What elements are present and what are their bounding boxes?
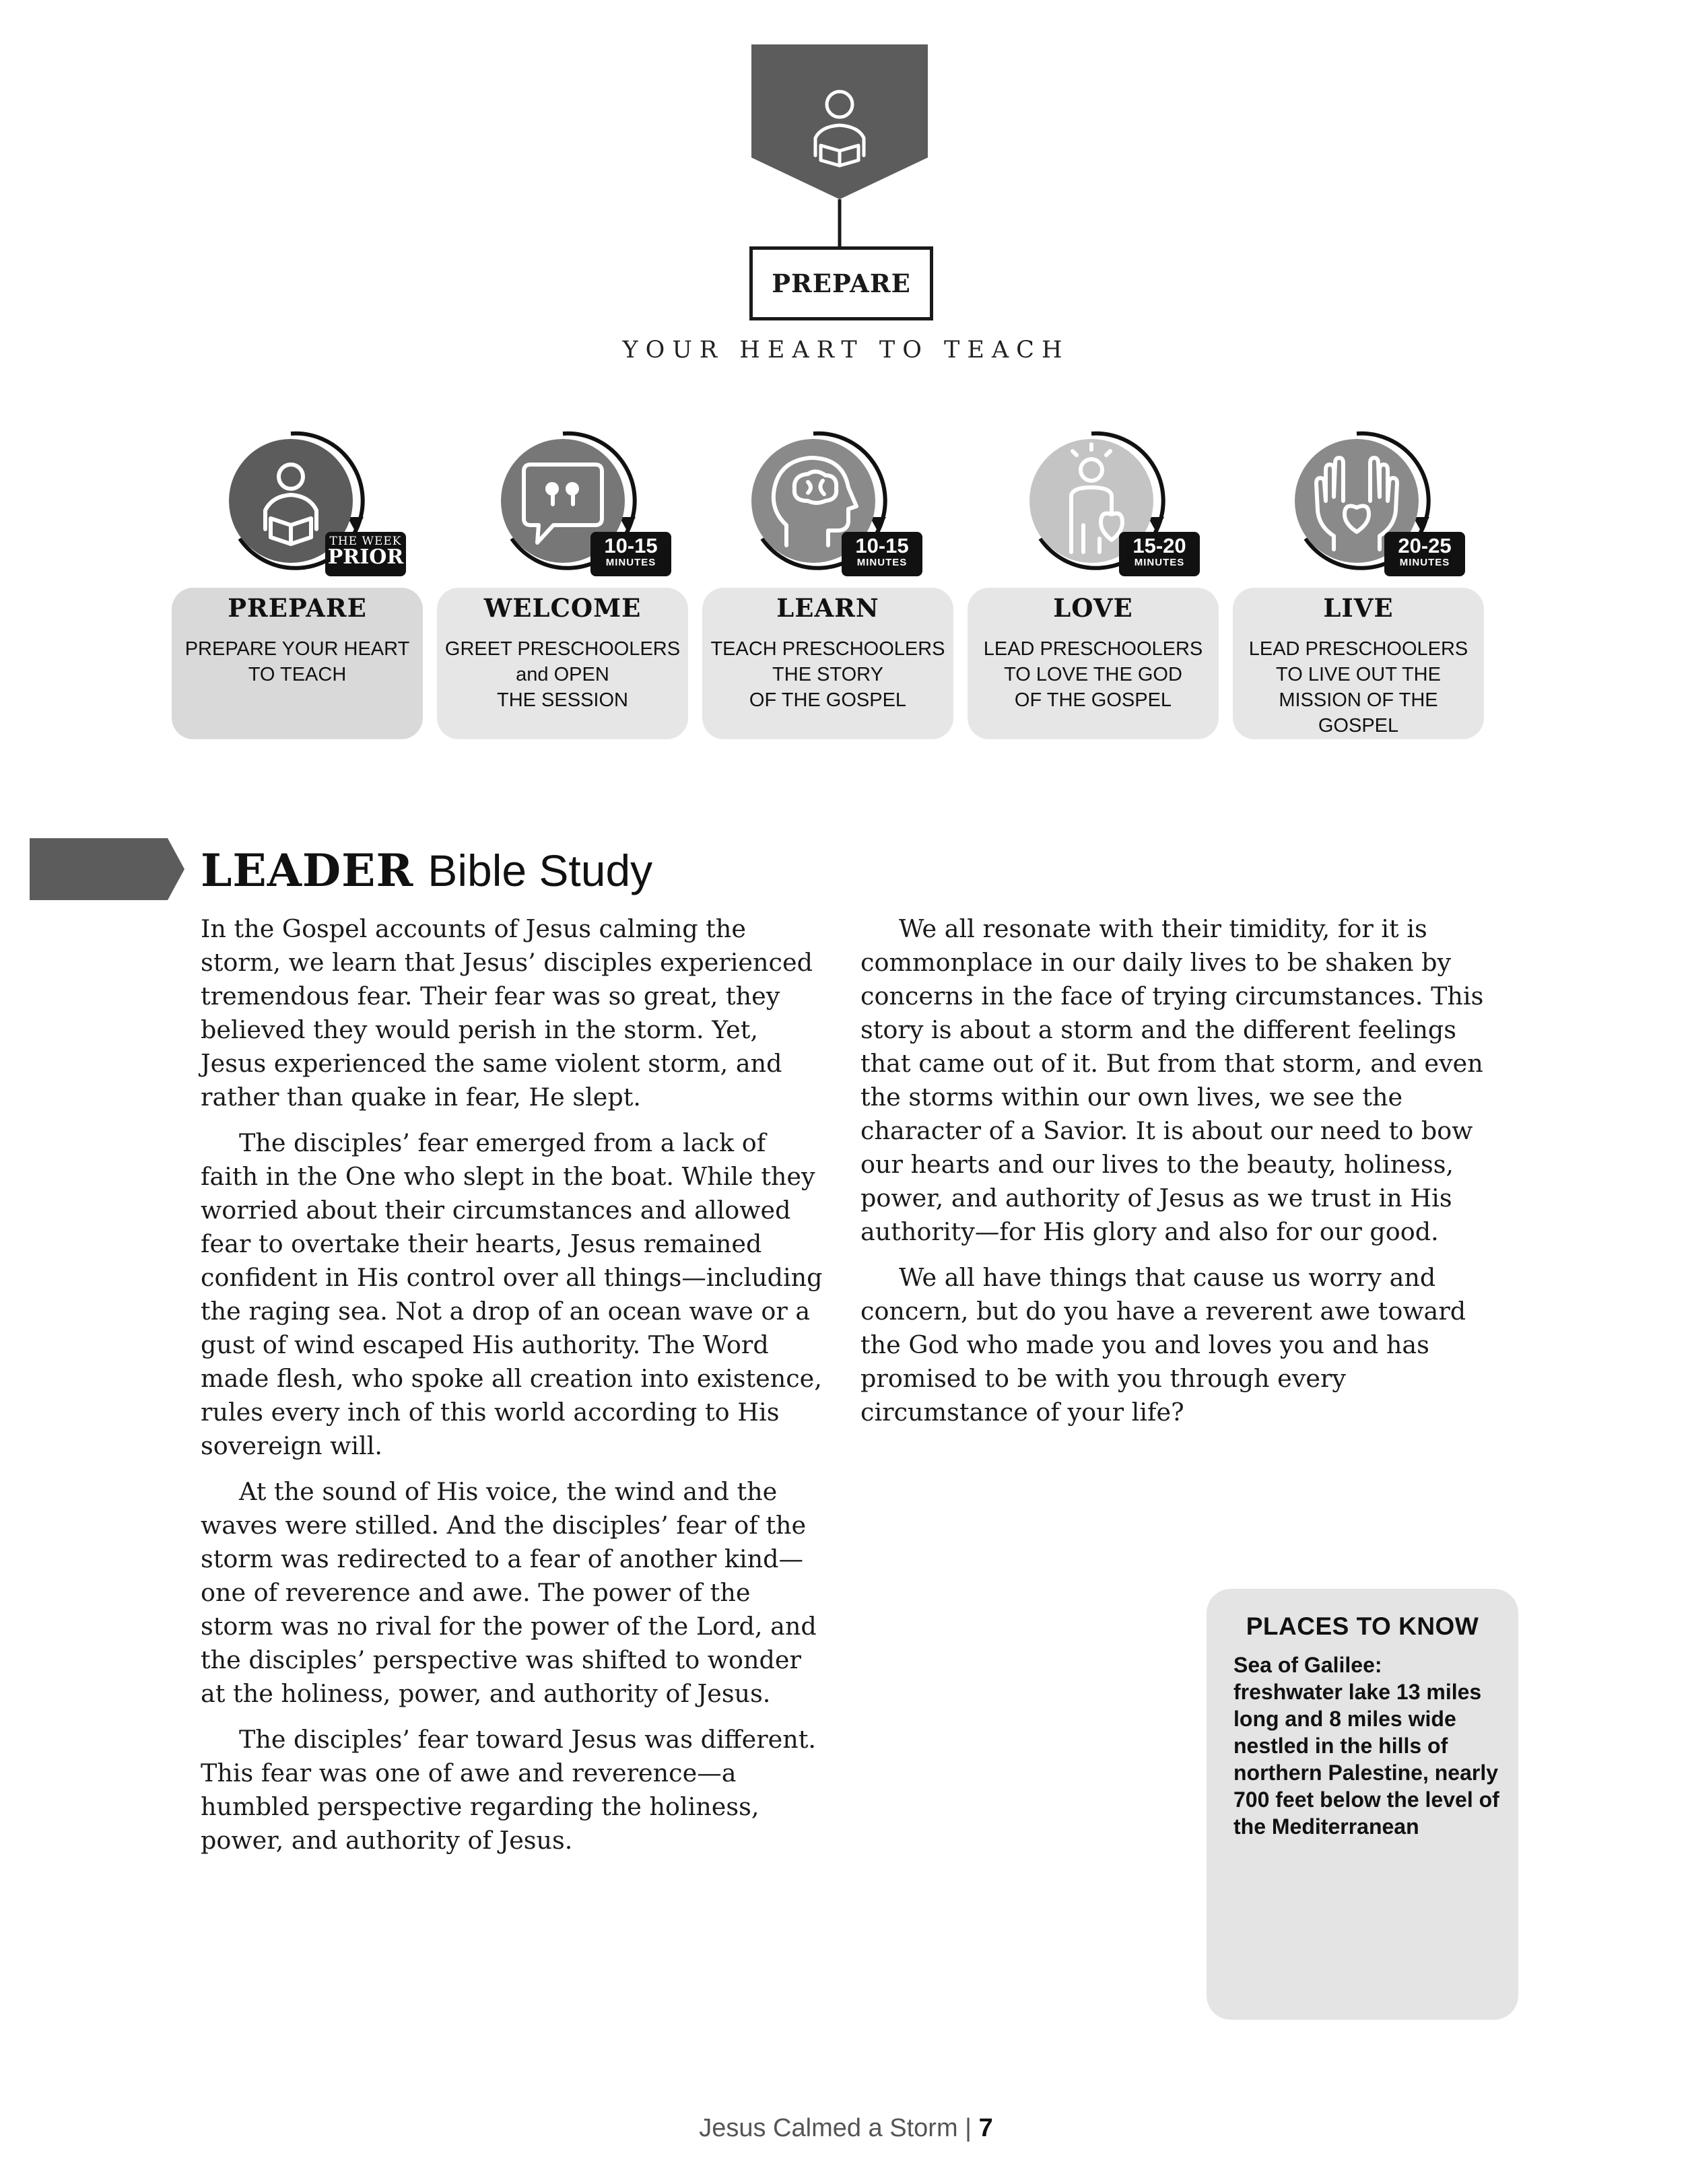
paragraph: The disciples’ fear toward Jesus was different. This fear was one of awe and reverence—a humbled perspective regarding the holiness, power, and authority of Jesus. [201,1725,817,1855]
places-to-know-box [1207,1589,1518,2020]
step-title: LIVE [1323,593,1394,623]
section-title-bold: LEADER [201,844,414,897]
step-title: WELCOME [483,593,642,623]
section-tab-marker [30,838,184,900]
footer-title: Jesus Calmed a Storm [699,2114,958,2142]
step-description: PREPARE YOUR HEART TO TEACH [184,638,410,685]
step-title: LEARN [776,593,879,623]
step-card-learn [702,588,953,739]
page-footer [0,2114,1692,2143]
places-title: PLACES TO KNOW [1246,1612,1479,1640]
time-badge-live: 20-25 MINUTES [1384,532,1465,576]
paragraph: We all have things that cause us worry and concern, but do you have a reverent awe toward the God who made you and loves you and has promised to be with you through every circumstance of your life? [860,1263,1466,1427]
step-card-live [1233,588,1484,739]
page-number: 7 [978,2114,993,2142]
paragraph: At the sound of His voice, the wind and the waves were stilled. And the disciples’ fear of the storm was redirected to a fear of another kind—one of reverence and awe. The power of the storm was no rival for the power of the Lord, and the disciples’ perspective was shifted to wonder at the holiness, power, and authority of Jesus. [201,1477,817,1708]
paragraph: In the Gospel accounts of Jesus calming the storm, we learn that Jesus’ disciples experienced tremendous fear. Their fear was so great, they believed they would perish in the storm. Yet, Jesus experienced the same violent storm, and rather than quake in fear, He slept. [201,914,813,1112]
prepare-header-box: PREPARE [749,246,933,320]
step-title: PREPARE [228,593,367,623]
paragraph: We all resonate with their timidity, for it is commonplace in our daily lives to be shaken by concerns in the face of trying circumstances. This story is about a storm and the different feelings that came out of it. But from that storm, and even the storms within our own lives, we see the character of a Savior. It is about our need to bow our hearts and our lives to the beauty, holiness, power, and authority of Jesus as we trust in His authority—for His glory and also for our good. [860,914,1484,1246]
time-badge-welcome: 10-15 MINUTES [590,532,671,576]
prepare-banner-icon [751,44,932,246]
places-body [1233,1651,1510,1840]
step-card-welcome [437,588,688,739]
footer-separator: | [965,2114,972,2142]
study-column-right [860,912,1490,1441]
step-card-prepare [172,588,423,739]
time-badge-learn: 10-15 MINUTES [842,532,922,576]
step-description: LEAD PRESCHOOLERS TO LOVE THE GOD OF THE GOSPEL [983,638,1203,711]
places-definition: freshwater lake 13 miles long and 8 miles wide nestled in the hills of northern Palestine, nearly 700 feet below the level of the Mediterranean [1233,1680,1499,1839]
step-description: TEACH PRESCHOOLERS THE STORY OF THE GOSPEL [710,638,945,711]
step-card-love [968,588,1219,739]
study-column-left [201,912,830,1870]
time-badge-prepare: THE WEEK PRIOR [325,532,406,576]
prepare-tagline: YOUR HEART TO TEACH [622,337,1070,364]
section-title-light: Bible Study [428,846,653,895]
section-title [201,840,652,901]
time-badge-love: 15-20 MINUTES [1119,532,1200,576]
step-title: LOVE [1053,593,1133,623]
paragraph: The disciples’ fear emerged from a lack of faith in the One who slept in the boat. While they worried about their circumstances and allowed fear to overtake their hearts, Jesus remained confident in His control over all things—including the raging sea. Not a drop of an ocean wave or a gust of wind escaped His authority. The Word made flesh, who spoke all creation into existence, rules every inch of this world according to His sovereign will. [201,1128,823,1460]
places-term: Sea of Galilee: [1233,1653,1382,1677]
step-description: GREET PRESCHOOLERS and OPEN THE SESSION [444,638,681,711]
step-description: LEAD PRESCHOOLERS TO LIVE OUT THE MISSION OF THE GOSPEL [1248,638,1468,737]
